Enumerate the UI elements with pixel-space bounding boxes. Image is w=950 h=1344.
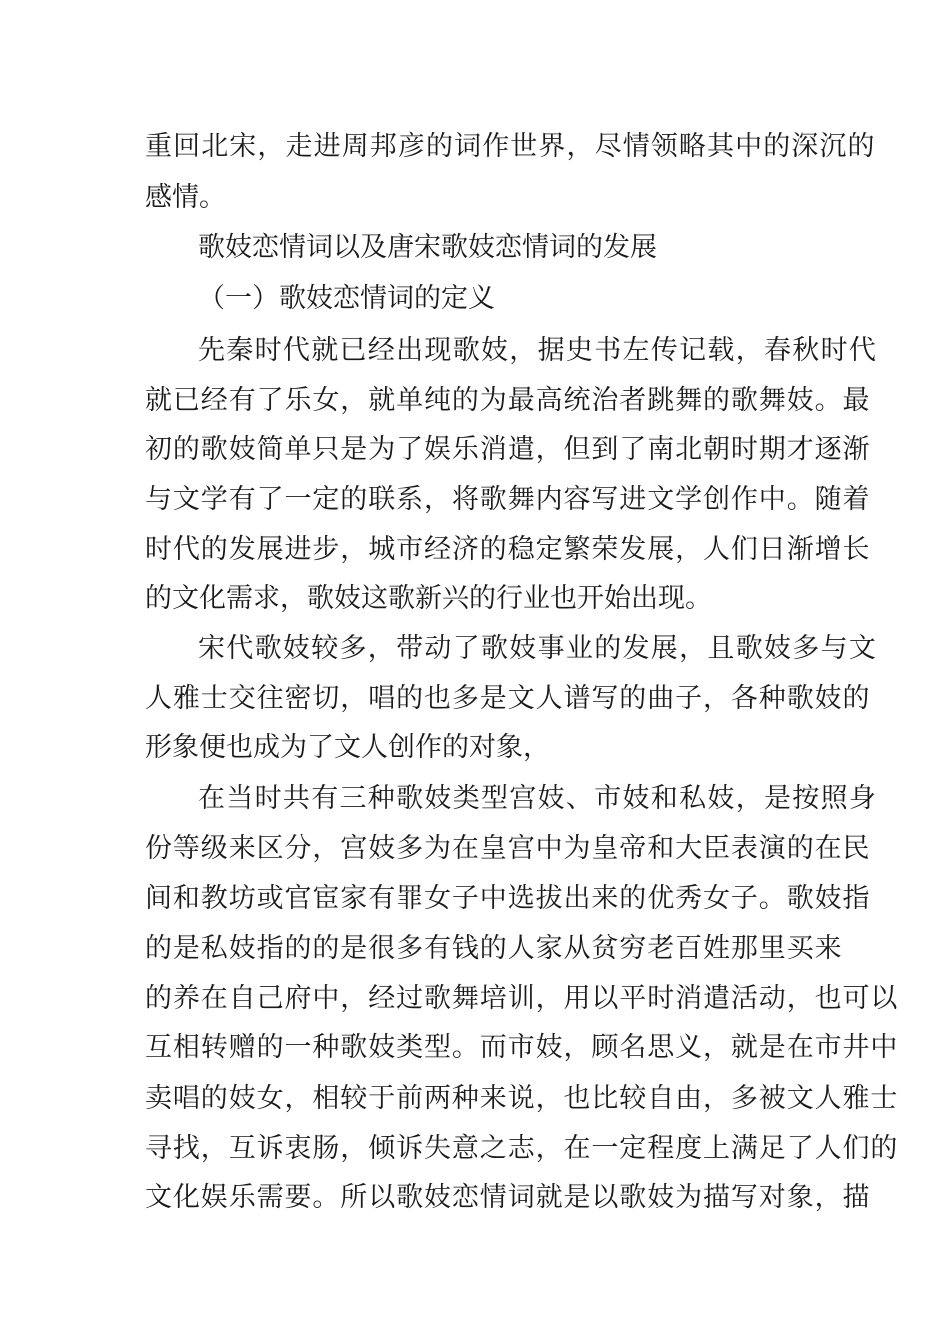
text-line: 文化娱乐需要。所以歌妓恋情词就是以歌妓为描写对象，描 — [145, 1182, 871, 1213]
text-line: 在当时共有三种歌妓类型宫妓、市妓和私妓，是按照身 — [198, 783, 878, 814]
text-line: 形象便也成为了文人创作的对象， — [145, 732, 550, 763]
text-line: 的文化需求，歌妓这歌新兴的行业也开始出现。 — [145, 583, 712, 614]
text-line: 时代的发展进步，城市经济的稳定繁荣发展，人们日渐增长 — [145, 534, 871, 565]
text-line: 感情。 — [145, 182, 226, 213]
text-line: 卖唱的妓女，相较于前两种来说，也比较自由，多被文人雅士 — [145, 1083, 899, 1114]
text-line: 互相转赠的一种歌妓类型。而市妓，顾名思义，就是在市井中 — [145, 1032, 899, 1063]
text-line: 初的歌妓简单只是为了娱乐消遣，但到了南北朝时期才逐渐 — [145, 434, 871, 465]
section-heading: 歌妓恋情词以及唐宋歌妓恋情词的发展 — [198, 232, 657, 263]
text-line: 先秦时代就已经出现歌妓，据史书左传记载，春秋时代 — [198, 335, 878, 366]
text-line: 宋代歌妓较多，带动了歌妓事业的发展，且歌妓多与文 — [198, 633, 878, 664]
text-line: 人雅士交往密切，唱的也多是文人谱写的曲子，各种歌妓的 — [145, 683, 871, 714]
text-line: 与文学有了一定的联系，将歌舞内容写进文学创作中。随着 — [145, 484, 871, 515]
text-line: 就已经有了乐女，就单纯的为最高统治者跳舞的歌舞妓。最 — [145, 385, 871, 416]
subsection-heading: （一）歌妓恋情词的定义 — [198, 283, 495, 314]
text-line: 间和教坊或官宦家有罪女子中选拔出来的优秀女子。歌妓指 — [145, 883, 871, 914]
text-line: 的是私妓指的的是很多有钱的人家从贫穷老百姓那里买来 — [145, 933, 843, 964]
text-line: 份等级来区分，宫妓多为在皇宫中为皇帝和大臣表演的在民 — [145, 833, 871, 864]
text-line: 重回北宋，走进周邦彦的词作世界，尽情领略其中的深沉的 — [145, 131, 876, 162]
text-line: 寻找，互诉衷肠，倾诉失意之志，在一定程度上满足了人们的 — [145, 1133, 899, 1164]
text-line: 的养在自己府中，经过歌舞培训，用以平时消遣活动，也可以 — [145, 983, 899, 1014]
